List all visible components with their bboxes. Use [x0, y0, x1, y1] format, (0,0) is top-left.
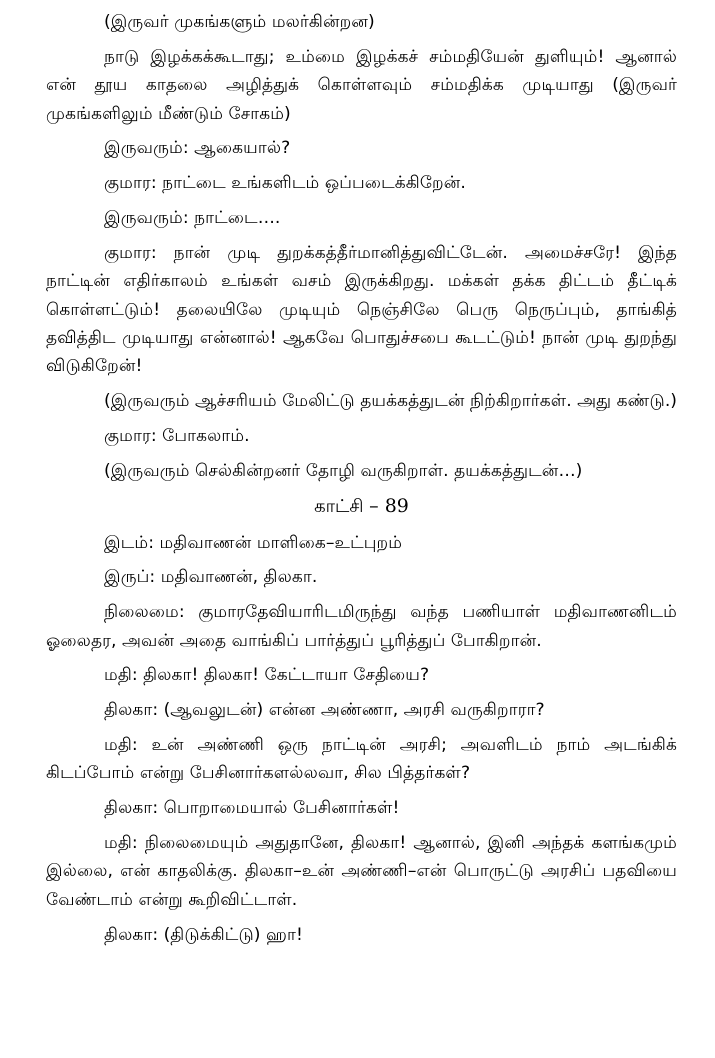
scene-number: – 89 — [369, 494, 409, 517]
dialogue-line: குமார: நாட்டை உங்களிடம் ஒப்படைக்கிறேன். — [104, 173, 466, 194]
dialogue-paragraph: மதி: உன் அண்ணி ஒரு நாட்டின் அரசி; அவளிடம் நாம் அடங்கிக் கிடப்போம் என்று பேசினார்களல்லவா, சில பித்தர்கள்? — [46, 735, 677, 784]
dialogue-line: மதி: திலகா! திலகா! கேட்டாயா சேதியை? — [104, 665, 430, 686]
scene-label: காட்சி — [314, 495, 364, 517]
dialogue-paragraph: குமார: நான் முடி துறக்கத்தீர்மானித்துவிட்டேன். அமைச்சரே! இந்த நாட்டின் எதிர்காலம் உங்கள் வசம் இருக்கிறது. மக்கள் தக்க திட்டம் தீட்டிக் கொள்ளட்டும்! தலையிலே முடியும் நெஞ்சிலே பெரு நெருப்பும், தாங்கித் தவித்திட முடியாது என்னால்! ஆகவே பொதுச்சபை கூடட்டும்! நான் முடி துறந்து விடுகிறேன்! — [46, 242, 677, 377]
dialogue-line: திலகா: (ஆவலுடன்) என்ன அண்ணா, அரசி வருகிறாரா? — [104, 700, 545, 721]
scene-characters: இருப்: மதிவாணன், திலகா. — [104, 567, 318, 588]
stage-direction: (இருவரும் செல்கின்றனர் தோழி வருகிறாள். தயக்கத்துடன்…) — [104, 460, 583, 481]
stage-direction: (இருவர் முகங்களும் மலர்கின்றன) — [104, 12, 375, 32]
scene-heading — [46, 492, 677, 521]
dialogue-line: திலகா: (திடுக்கிட்டு) ஹா! — [104, 924, 303, 945]
dialogue-line: திலகா: பொறாமையால் பேசினார்கள்! — [104, 798, 400, 819]
dialogue-paragraph: மதி: நிலைமையும் அதுதானே, திலகா! ஆனால், இனி அந்தக் களங்கமும் இல்லை, என் காதலிக்கு. திலகா–உன் அண்ணி–என் பொருட்டு அரசிப் பதவியை வேண்டாம் என்று கூறிவிட்டாள். — [46, 833, 677, 910]
stage-direction: (இருவரும் ஆச்சரியம் மேலிட்டு தயக்கத்துடன் நிற்கிறார்கள். அது கண்டு.) — [104, 391, 677, 412]
dialogue-line: இருவரும்: நாட்டை…. — [104, 208, 281, 228]
dialogue-paragraph: நாடு இழக்கக்கூடாது; உம்மை இழக்கச் சம்மதியேன் துளியும்! ஆனால் என் தூய காதலை அழித்துக் கொள்ளவும் சம்மதிக்க முடியாது (இருவர் முகங்களிலும் மீண்டும் சோகம்) — [46, 46, 677, 124]
scene-situation: நிலைமை: குமாரதேவியாரிடமிருந்து வந்த பணியாள் மதிவாணனிடம் ஓலைதர, அவன் அதை வாங்கிப் பார்த்துப் பூரித்துப் போகிறான். — [46, 602, 677, 651]
dialogue-line: குமார: போகலாம். — [104, 426, 250, 447]
dialogue-line: இருவரும்: ஆகையால்? — [104, 138, 291, 159]
scene-place: இடம்: மதிவாணன் மாளிகை–உட்புறம் — [104, 532, 403, 553]
